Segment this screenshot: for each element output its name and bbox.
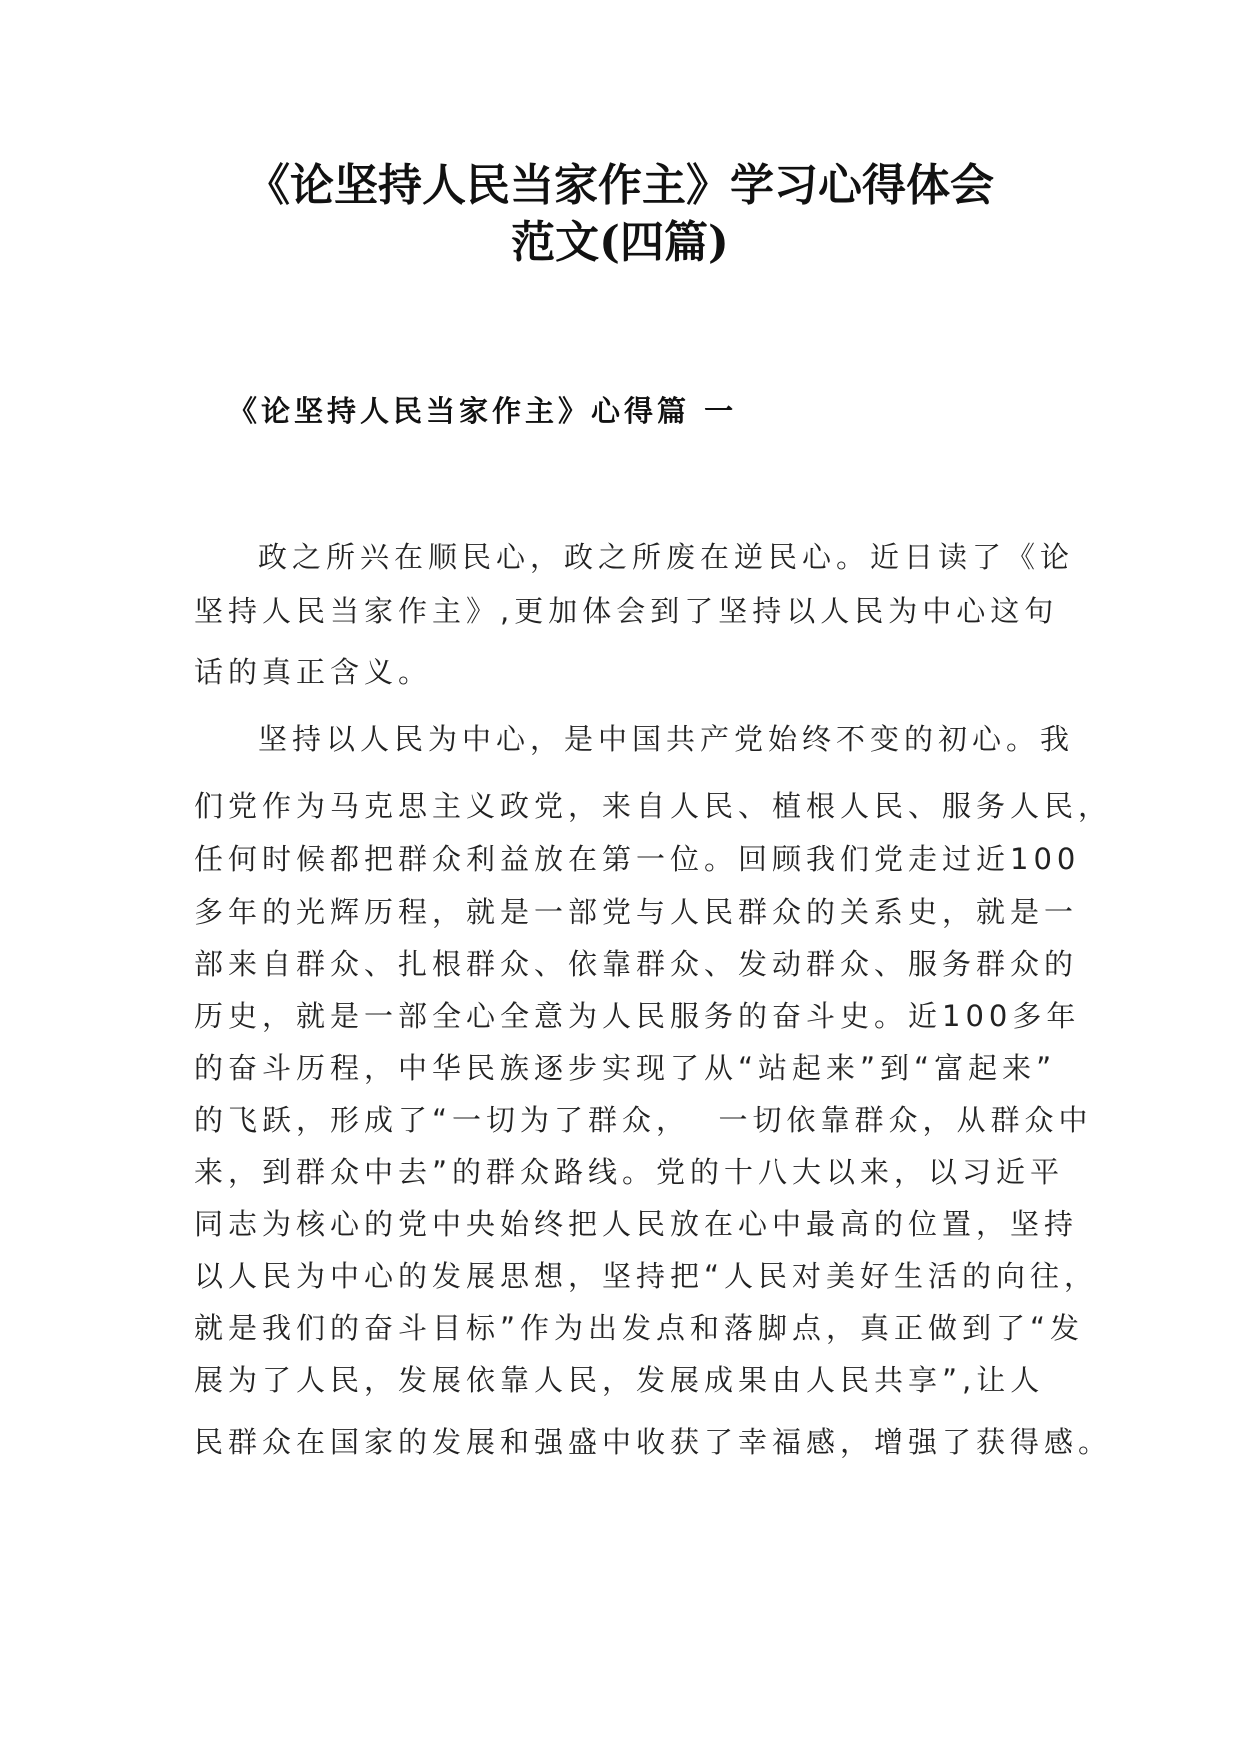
paragraph-line: 政之所兴在顺民心，政之所废在逆民心。近日读了《论 xyxy=(258,540,1075,574)
document-title-line-1: 《论坚持人民当家作主》学习心得体会 xyxy=(246,160,994,211)
paragraph-line: 展为了人民，发展依靠人民，发展成果由人民共享”,让人 xyxy=(194,1363,1045,1397)
paragraph-line: 话的真正含义。 xyxy=(194,655,433,689)
paragraph-line: 以人民为中心的发展思想，坚持把“人民对美好生活的向往， xyxy=(194,1259,1099,1293)
paragraph-line: 坚持以人民为中心，是中国共产党始终不变的初心。我 xyxy=(258,722,1075,756)
paragraph-line: 的飞跃，形成了“一切为了群众， 一切依靠群众，从群众中 xyxy=(194,1103,1093,1137)
paragraph-line: 历史，就是一部全心全意为人民服务的奋斗史。近100多年 xyxy=(194,999,1081,1033)
document-title-line-2: 范文(四篇) xyxy=(511,217,729,268)
paragraph-line: 多年的光辉历程，就是一部党与人民群众的关系史，就是一 xyxy=(194,895,1079,929)
paragraph-line: 任何时候都把群众利益放在第一位。回顾我们党走过近100 xyxy=(194,842,1081,876)
paragraph-line: 就是我们的奋斗目标”作为出发点和落脚点，真正做到了“发 xyxy=(194,1311,1085,1345)
paragraph-line: 的奋斗历程，中华民族逐步实现了从“站起来”到“富起来” xyxy=(194,1051,1057,1085)
paragraph-line: 坚持人民当家作主》,更加体会到了坚持以人民为中心这句 xyxy=(194,594,1059,628)
paragraph-line: 来，到群众中去”的群众路线。党的十八大以来，以习近平 xyxy=(194,1155,1065,1189)
paragraph-line: 民群众在国家的发展和强盛中收获了幸福感，增强了获得感。 xyxy=(194,1425,1113,1459)
section-heading: 《论坚持人民当家作主》心得篇 一 xyxy=(228,394,738,428)
paragraph-line: 同志为核心的党中央始终把人民放在心中最高的位置，坚持 xyxy=(194,1207,1079,1241)
paragraph-line: 们党作为马克思主义政党，来自人民、植根人民、服务人民， xyxy=(194,789,1113,823)
paragraph-line: 部来自群众、扎根群众、依靠群众、发动群众、服务群众的 xyxy=(194,947,1079,981)
